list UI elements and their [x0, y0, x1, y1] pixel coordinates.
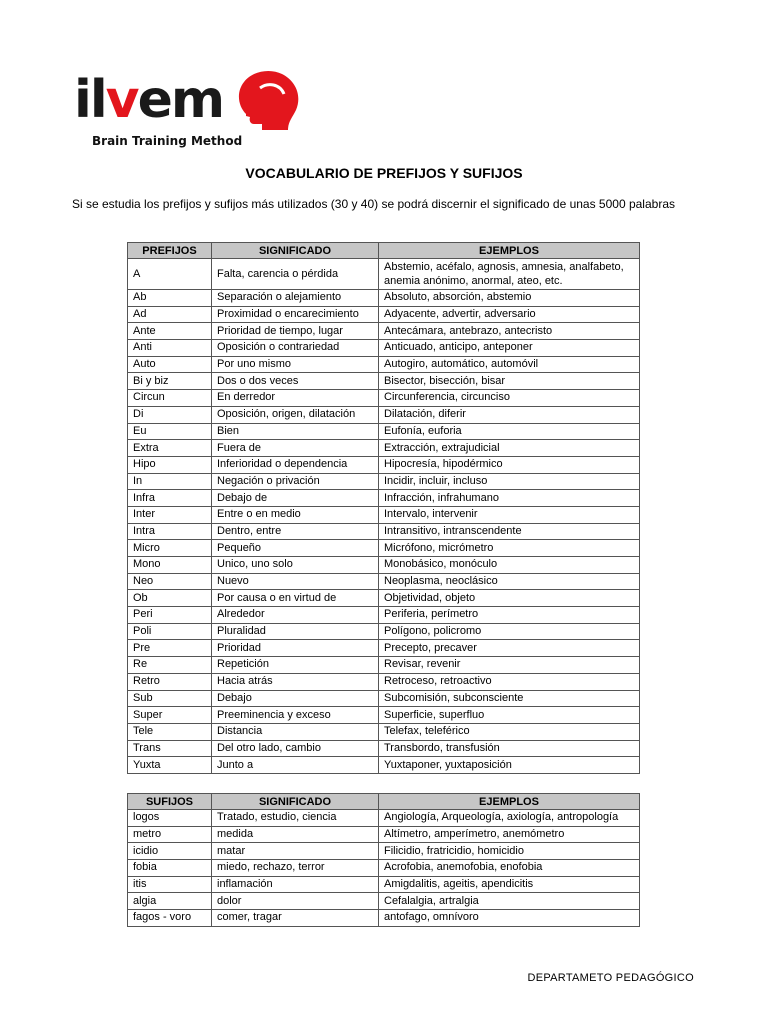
- examples-cell: Incidir, incluir, incluso: [379, 473, 640, 490]
- meaning-cell: Del otro lado, cambio: [212, 740, 379, 757]
- table-row: [128, 540, 640, 557]
- examples-cell: Angiología, Arqueología, axiología, antropología: [379, 810, 640, 827]
- table-row: [128, 757, 640, 774]
- term-cell: Auto: [128, 356, 212, 373]
- table-row: [128, 657, 640, 674]
- meaning-cell: Por causa o en virtud de: [212, 590, 379, 607]
- meaning-col-header: SIGNIFICADO: [212, 794, 379, 810]
- meaning-cell: Dentro, entre: [212, 523, 379, 540]
- examples-cell: Infracción, infrahumano: [379, 490, 640, 507]
- examples-cell: Filicidio, fratricidio, homicidio: [379, 843, 640, 860]
- table-row: [128, 356, 640, 373]
- meaning-cell: Prioridad de tiempo, lugar: [212, 323, 379, 340]
- examples-cell: Hipocresía, hipodérmico: [379, 456, 640, 473]
- term-cell: Bi y biz: [128, 373, 212, 390]
- examples-cell: Extracción, extrajudicial: [379, 440, 640, 457]
- term-cell: itis: [128, 876, 212, 893]
- table-row: [128, 876, 640, 893]
- table-row: [128, 490, 640, 507]
- term-cell: Intra: [128, 523, 212, 540]
- term-cell: Eu: [128, 423, 212, 440]
- table-row: [128, 740, 640, 757]
- examples-cell: Eufonía, euforia: [379, 423, 640, 440]
- table-row: [128, 673, 640, 690]
- meaning-cell: Por uno mismo: [212, 356, 379, 373]
- meaning-cell: Unico, uno solo: [212, 557, 379, 574]
- meaning-cell: Alrededor: [212, 607, 379, 624]
- examples-cell: Superficie, superfluo: [379, 707, 640, 724]
- examples-cell: Anticuado, anticipo, anteponer: [379, 340, 640, 357]
- term-cell: Neo: [128, 573, 212, 590]
- table-row: [128, 640, 640, 657]
- term-cell: Di: [128, 406, 212, 423]
- term-cell: A: [128, 259, 212, 290]
- table-row: [128, 523, 640, 540]
- ilvem-logo: [72, 68, 312, 154]
- meaning-cell: Dos o dos veces: [212, 373, 379, 390]
- meaning-cell: En derredor: [212, 390, 379, 407]
- meaning-cell: Falta, carencia o pérdida: [212, 259, 379, 290]
- meaning-cell: Negación o privación: [212, 473, 379, 490]
- term-cell: Pre: [128, 640, 212, 657]
- meaning-cell: Separación o alejamiento: [212, 290, 379, 307]
- examples-cell: Amigdalitis, ageitis, apendicitis: [379, 876, 640, 893]
- meaning-cell: Oposición, origen, dilatación: [212, 406, 379, 423]
- suffix-col-header: SUFIJOS: [128, 794, 212, 810]
- table-row: [128, 810, 640, 827]
- term-cell: Super: [128, 707, 212, 724]
- meaning-cell: Hacia atrás: [212, 673, 379, 690]
- term-cell: Trans: [128, 740, 212, 757]
- table-row: [128, 723, 640, 740]
- examples-cell: Neoplasma, neoclásico: [379, 573, 640, 590]
- meaning-cell: miedo, rechazo, terror: [212, 860, 379, 877]
- prefix-col-header: PREFIJOS: [128, 243, 212, 259]
- term-cell: Mono: [128, 557, 212, 574]
- examples-cell: Acrofobia, anemofobia, enofobia: [379, 860, 640, 877]
- examples-cell: Autogiro, automático, automóvil: [379, 356, 640, 373]
- footer-department: DEPARTAMETO PEDAGÓGICO: [527, 972, 694, 984]
- examples-cell: Dilatación, diferir: [379, 406, 640, 423]
- term-cell: Re: [128, 657, 212, 674]
- term-cell: Ab: [128, 290, 212, 307]
- meaning-cell: comer, tragar: [212, 910, 379, 927]
- examples-cell: Intransitivo, intranscendente: [379, 523, 640, 540]
- term-cell: Micro: [128, 540, 212, 557]
- term-cell: Sub: [128, 690, 212, 707]
- meaning-cell: Oposición o contrariedad: [212, 340, 379, 357]
- examples-cell: Abstemio, acéfalo, agnosis, amnesia, analfabeto, anemia anónimo, anormal, ateo, etc.: [379, 259, 640, 290]
- examples-cell: Polígono, policromo: [379, 623, 640, 640]
- examples-cell: Antecámara, antebrazo, antecristo: [379, 323, 640, 340]
- table-row: [128, 690, 640, 707]
- meaning-cell: Pluralidad: [212, 623, 379, 640]
- examples-col-header: EJEMPLOS: [379, 243, 640, 259]
- term-cell: Retro: [128, 673, 212, 690]
- meaning-cell: Nuevo: [212, 573, 379, 590]
- table-row: [128, 506, 640, 523]
- term-cell: Tele: [128, 723, 212, 740]
- table-row: [128, 390, 640, 407]
- term-cell: Peri: [128, 607, 212, 624]
- meaning-cell: Prioridad: [212, 640, 379, 657]
- table-row: [128, 707, 640, 724]
- examples-cell: Monobásico, monóculo: [379, 557, 640, 574]
- meaning-cell: Tratado, estudio, ciencia: [212, 810, 379, 827]
- term-cell: Ad: [128, 306, 212, 323]
- examples-cell: Periferia, perímetro: [379, 607, 640, 624]
- examples-cell: Yuxtaponer, yuxtaposición: [379, 757, 640, 774]
- table-row: [128, 323, 640, 340]
- table-row: [128, 893, 640, 910]
- examples-cell: Adyacente, advertir, adversario: [379, 306, 640, 323]
- meaning-cell: Pequeño: [212, 540, 379, 557]
- examples-cell: Micrófono, micrómetro: [379, 540, 640, 557]
- meaning-cell: Debajo de: [212, 490, 379, 507]
- term-cell: algia: [128, 893, 212, 910]
- examples-cell: Transbordo, transfusión: [379, 740, 640, 757]
- meaning-cell: Entre o en medio: [212, 506, 379, 523]
- term-cell: fobia: [128, 860, 212, 877]
- prefix-table: [127, 242, 640, 774]
- examples-cell: Bisector, bisección, bisar: [379, 373, 640, 390]
- table-row: [128, 290, 640, 307]
- intro-paragraph: Si se estudia los prefijos y sufijos más utilizados (30 y 40) se podrá discernir el significado de unas 5000 palabras: [72, 197, 675, 211]
- table-row: [128, 340, 640, 357]
- table-row: [128, 607, 640, 624]
- table-row: [128, 373, 640, 390]
- meaning-cell: Fuera de: [212, 440, 379, 457]
- table-row: [128, 843, 640, 860]
- table-row: [128, 406, 640, 423]
- meaning-cell: medida: [212, 826, 379, 843]
- table-row: [128, 440, 640, 457]
- table-row: [128, 623, 640, 640]
- term-cell: Inter: [128, 506, 212, 523]
- term-cell: Yuxta: [128, 757, 212, 774]
- table-row: [128, 826, 640, 843]
- examples-col-header: EJEMPLOS: [379, 794, 640, 810]
- meaning-cell: Proximidad o encarecimiento: [212, 306, 379, 323]
- logo-tagline: Brain Training Method: [92, 134, 243, 148]
- head-profile-icon: [232, 68, 302, 132]
- meaning-cell: matar: [212, 843, 379, 860]
- examples-cell: Retroceso, retroactivo: [379, 673, 640, 690]
- examples-cell: Intervalo, intervenir: [379, 506, 640, 523]
- table-row: [128, 910, 640, 927]
- table-row: [128, 473, 640, 490]
- table-row: [128, 590, 640, 607]
- table-row: [128, 860, 640, 877]
- table-row: [128, 423, 640, 440]
- examples-cell: Precepto, precaver: [379, 640, 640, 657]
- examples-cell: Telefax, teleférico: [379, 723, 640, 740]
- table-row: [128, 259, 640, 290]
- term-cell: icidio: [128, 843, 212, 860]
- meaning-cell: Preeminencia y exceso: [212, 707, 379, 724]
- term-cell: Extra: [128, 440, 212, 457]
- table-row: [128, 573, 640, 590]
- term-cell: metro: [128, 826, 212, 843]
- term-cell: Circun: [128, 390, 212, 407]
- meaning-cell: dolor: [212, 893, 379, 910]
- term-cell: Infra: [128, 490, 212, 507]
- term-cell: logos: [128, 810, 212, 827]
- meaning-cell: Debajo: [212, 690, 379, 707]
- examples-cell: Circunferencia, circunciso: [379, 390, 640, 407]
- suffix-table: [127, 793, 640, 927]
- term-cell: Hipo: [128, 456, 212, 473]
- examples-cell: Cefalalgia, artralgia: [379, 893, 640, 910]
- examples-cell: Objetividad, objeto: [379, 590, 640, 607]
- examples-cell: Absoluto, absorción, abstemio: [379, 290, 640, 307]
- term-cell: Ante: [128, 323, 212, 340]
- term-cell: Ob: [128, 590, 212, 607]
- examples-cell: antofago, omnívoro: [379, 910, 640, 927]
- meaning-cell: Inferioridad o dependencia: [212, 456, 379, 473]
- term-cell: Poli: [128, 623, 212, 640]
- meaning-cell: Bien: [212, 423, 379, 440]
- meaning-cell: Junto a: [212, 757, 379, 774]
- meaning-cell: Distancia: [212, 723, 379, 740]
- suffix-header-row: [128, 794, 640, 810]
- examples-cell: Revisar, revenir: [379, 657, 640, 674]
- logo-wordmark: ilvem: [74, 70, 224, 130]
- meaning-cell: Repetición: [212, 657, 379, 674]
- table-row: [128, 557, 640, 574]
- table-row: [128, 306, 640, 323]
- term-cell: Anti: [128, 340, 212, 357]
- examples-cell: Subcomisión, subconsciente: [379, 690, 640, 707]
- table-row: [128, 456, 640, 473]
- page-title: VOCABULARIO DE PREFIJOS Y SUFIJOS: [245, 165, 523, 181]
- term-cell: fagos - voro: [128, 910, 212, 927]
- examples-cell: Altímetro, amperímetro, anemómetro: [379, 826, 640, 843]
- prefix-header-row: [128, 243, 640, 259]
- meaning-cell: inflamación: [212, 876, 379, 893]
- term-cell: In: [128, 473, 212, 490]
- meaning-col-header: SIGNIFICADO: [212, 243, 379, 259]
